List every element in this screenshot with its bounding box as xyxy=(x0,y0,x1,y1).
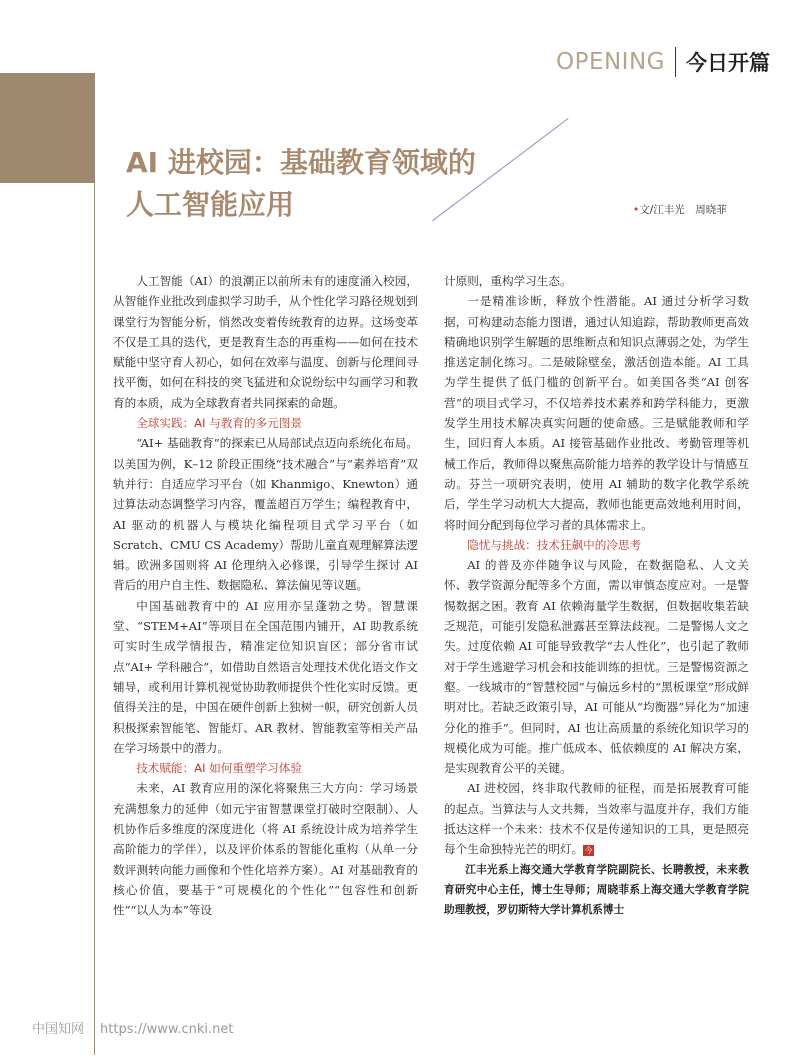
article-title xyxy=(126,142,476,226)
paragraph-continuation: 计原则，重构学习生态。 xyxy=(444,274,572,288)
header-divider xyxy=(675,47,676,77)
paragraph: 人工智能（AI）的浪潮正以前所未有的速度涌入校园，从智能作业批改到虚拟学习助手，从个性化学习路径规划到课堂行为智能分析，悄然改变着传统教育的边界。这场变革不仅是工具的迭代，更是教育生态的再重构——如何在技术赋能中坚守育人初心，如何在效率与温度、创新与伦理间寻找平衡，如何在科技的突飞猛进和众说纷纭中勾画学习和教育的本质，成为全球教育者共同探索的命题。 xyxy=(113,274,418,410)
closing-paragraph xyxy=(444,778,749,859)
closing-text: AI 进校园，终非取代教师的征程，而是拓展教育可能的起点。当算法与人文共舞，当效率与温度并存，我们方能抵达这样一个未来：技术不仅是传递知识的工具，更是照亮每个生命独特光芒的明灯。 xyxy=(444,781,749,857)
section-heading: 技术赋能：AI 如何重塑学习体验 xyxy=(136,761,302,776)
right-column xyxy=(444,271,749,920)
footer-site-name: 中国知网 xyxy=(32,1022,85,1037)
section-heading: 隐忧与挑战：技术狂飙中的冷思考 xyxy=(467,537,642,552)
left-column xyxy=(113,271,418,921)
paragraph: “AI+ 基础教育”的探索已从局部试点迈向系统化布局。以美国为例，K–12 阶段正围绕“技术融合”与“素养培育”双轨并行：自适应学习平台（如 Khanmigo、Knewton）通过算法动态调整学习内容，覆盖超百万学生；编程教育中，AI 驱动的机器人与模块化编程项目式学习平台（如 Scratch、CMU CS Academy）帮助儿童直观理解算法逻辑。欧洲多国则将 AI 伦理纳入必修课，引导学生探讨 AI 背后的用户自主性、数据隐私、算法偏见等议题。 xyxy=(113,436,418,593)
margin-rule xyxy=(94,73,95,1055)
bullet-icon: • xyxy=(633,204,640,216)
paragraph: 中国基础教育中的 AI 应用亦呈蓬勃之势。智慧课堂、“STEM+AI”等项目在全国范围内铺开，AI 助教系统可实时生成学情报告，精准定位知识盲区；部分省市试点“AI+ 学科融合”，如借助自然语言处理技术优化语文作文辅导，或利用计算机视觉协助教师提供个性化实时反馈。更值得关注的是，中国在硬件创新上独树一帜，研究创新人员积极探索智能笔、智能灯、AR 教材、智能教室等相关产品在学习场景中的潜力。 xyxy=(113,598,418,755)
page-footer xyxy=(32,1018,249,1037)
end-mark-icon: 今 xyxy=(584,845,593,855)
byline: •文/江丰光 周晓菲 xyxy=(633,204,727,216)
section-header xyxy=(556,44,770,80)
paragraph: AI 的普及亦伴随争议与风险，在数据隐私、人文关怀、教学资源分配等多个方面，需以审慎态度应对。一是警惕数据之困。教育 AI 依赖海量学生数据，但数据收集若缺乏规范，可能引发隐私泄露甚至算法歧视。二是警惕人文之失。过度依赖 AI 可能导致教学“去人性化”，也引起了教师对于学生逃避学习机会和技能训练的担忧。三是警惕资源之壑。一线城市的“智慧校园”与偏远乡村的“黑板课堂”形成鲜明对比。若缺乏政策引导，AI 可能从“均衡器”异化为“加速分化的推手”。但同时，AI 也让高质量的系统化知识学习的规模化成为可能。推广低成本、低依赖度的 AI 解决方案，是实现教育公平的关键。 xyxy=(444,558,749,776)
footer-url[interactable]: https://www.cnki.net xyxy=(100,1022,234,1037)
paragraph: 一是精准诊断，释放个性潜能。AI 通过分析学习数据，可构建动态能力图谱，通过认知追踪，帮助教师更高效精确地识别学生解题的思维断点和知识点薄弱之处，为学生推送定制化练习。二是破除壁垒，激活创造本能。AI 工具为学生提供了低门槛的创新平台。如美国各类“AI 创客营”的项目式学习，不仅培养技术素养和跨学科能力，更激发学生用技术解决真实问题的使命感。三是赋能教师和学生，回归育人本质。AI 接管基础作业批改、考勤管理等机械工作后，教师得以聚焦高阶能力培养的教学设计与情感互动。芬兰一项研究表明，使用 AI 辅助的数字化教学系统后，学生学习动机大大提高，教师也能更高效地利用时间，将时间分配到每位学习者的具体需求上。 xyxy=(444,294,749,532)
paragraph: 未来，AI 教育应用的深化将聚焦三大方向：学习场景充满想象力的延伸（如元宇宙智慧课堂打破时空限制）、人机协作后多维度的深度进化（将 AI 系统设计成为培养学生高阶能力的学伴），以及评价体系的智能化重构（从单一分数评测转向能力画像和个性化培养方案）。AI 对基础教育的核心价值，要基于“可规模化的个性化”“包容性和创新性”“以人为本”等设 xyxy=(113,781,418,918)
section-label-cn: 今日开篇 xyxy=(686,51,770,75)
title-line-1: AI 进校园：基础教育领域的 xyxy=(126,146,476,179)
byline-prefix: 文 xyxy=(639,204,650,216)
author-bio: 江丰光系上海交通大学教育学院副院长、长聘教授，未来教育研究中心主任，博士生导师；周晓菲系上海交通大学教育学院助理教授，罗切斯特大学计算机系博士 xyxy=(444,863,749,916)
section-heading: 全球实践：AI 与教育的多元图景 xyxy=(136,416,302,431)
byline-authors: 江丰光 周晓菲 xyxy=(653,204,727,216)
section-label-en: OPENING xyxy=(555,49,665,75)
title-line-2: 人工智能应用 xyxy=(126,188,295,221)
corner-decoration-block xyxy=(0,73,95,183)
